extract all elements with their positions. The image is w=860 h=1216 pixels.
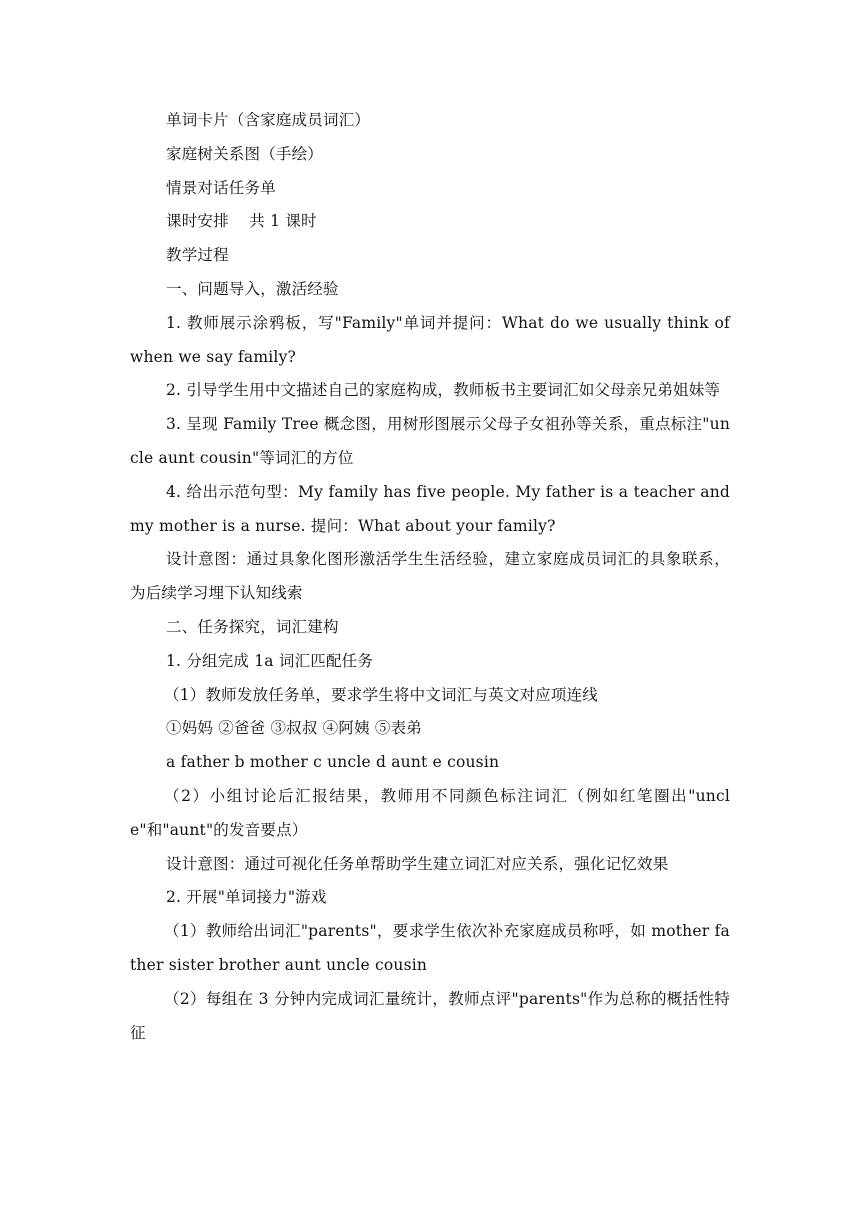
design-intent-paragraph-2: 设计意图：通过可视化任务单帮助学生建立词汇对应关系，强化记忆效果	[166, 854, 669, 873]
step-1-paragraph: 1. 教师展示涂鸦板，写"Family"单词并提问：What do we usually think of when we say family?	[130, 313, 730, 366]
english-word-list: a father b mother c uncle d aunt e cousin	[166, 753, 500, 772]
material-dialogue-sheet: 情景对话任务单	[166, 178, 276, 197]
task-2-heading: 2. 开展"单词接力"游戏	[166, 888, 327, 907]
task-2-sub-1: （1）教师给出词汇"parents"，要求学生依次补充家庭成员称呼，如 mother father sister brother aunt uncle cousin	[130, 922, 730, 974]
section-heading-part-two: 二、任务探究，词汇建构	[166, 617, 339, 636]
section-heading-part-one: 一、问题导入，激活经验	[166, 279, 339, 298]
task-1-sub-2: （2）小组讨论后汇报结果，教师用不同颜色标注词汇（例如红笔圈出"uncle"和"aunt"的发音要点）	[130, 786, 730, 839]
task-2-sub-2: （2）每组在 3 分钟内完成词汇量统计，教师点评"parents"作为总称的概括性特征	[130, 989, 730, 1042]
task-1-sub-1: （1）教师发放任务单，要求学生将中文词汇与英文对应项连线	[164, 685, 598, 704]
design-intent-paragraph: 设计意图：通过具象化图形激活学生生活经验，建立家庭成员词汇的具象联系，为后续学习埋下认知线索	[130, 550, 730, 603]
step-3-paragraph: 3. 呈现 Family Tree 概念图，用树形图展示父母子女祖孙等关系，重点标注"uncle aunt cousin"等词汇的方位	[130, 415, 730, 467]
material-family-tree: 家庭树关系图（手绘）	[166, 144, 324, 163]
material-word-cards: 单词卡片（含家庭成员词汇）	[166, 111, 371, 129]
section-heading-process: 教学过程	[166, 246, 229, 265]
document-body	[130, 104, 730, 1050]
class-hours: 课时安排 共 1 课时	[166, 212, 317, 231]
step-2-paragraph: 2. 引导学生用中文描述自己的家庭构成，教师板书主要词汇如父母亲兄弟姐妹等	[166, 381, 721, 400]
step-4-paragraph: 4. 给出示范句型：My family has five people. My father is a teacher and my mother is a nurse. 提问：What about your family?	[130, 482, 730, 535]
chinese-word-list: ①妈妈 ②爸爸 ③叔叔 ④阿姨 ⑤表弟	[166, 719, 423, 738]
task-1-heading: 1. 分组完成 1a 词汇匹配任务	[166, 651, 374, 670]
